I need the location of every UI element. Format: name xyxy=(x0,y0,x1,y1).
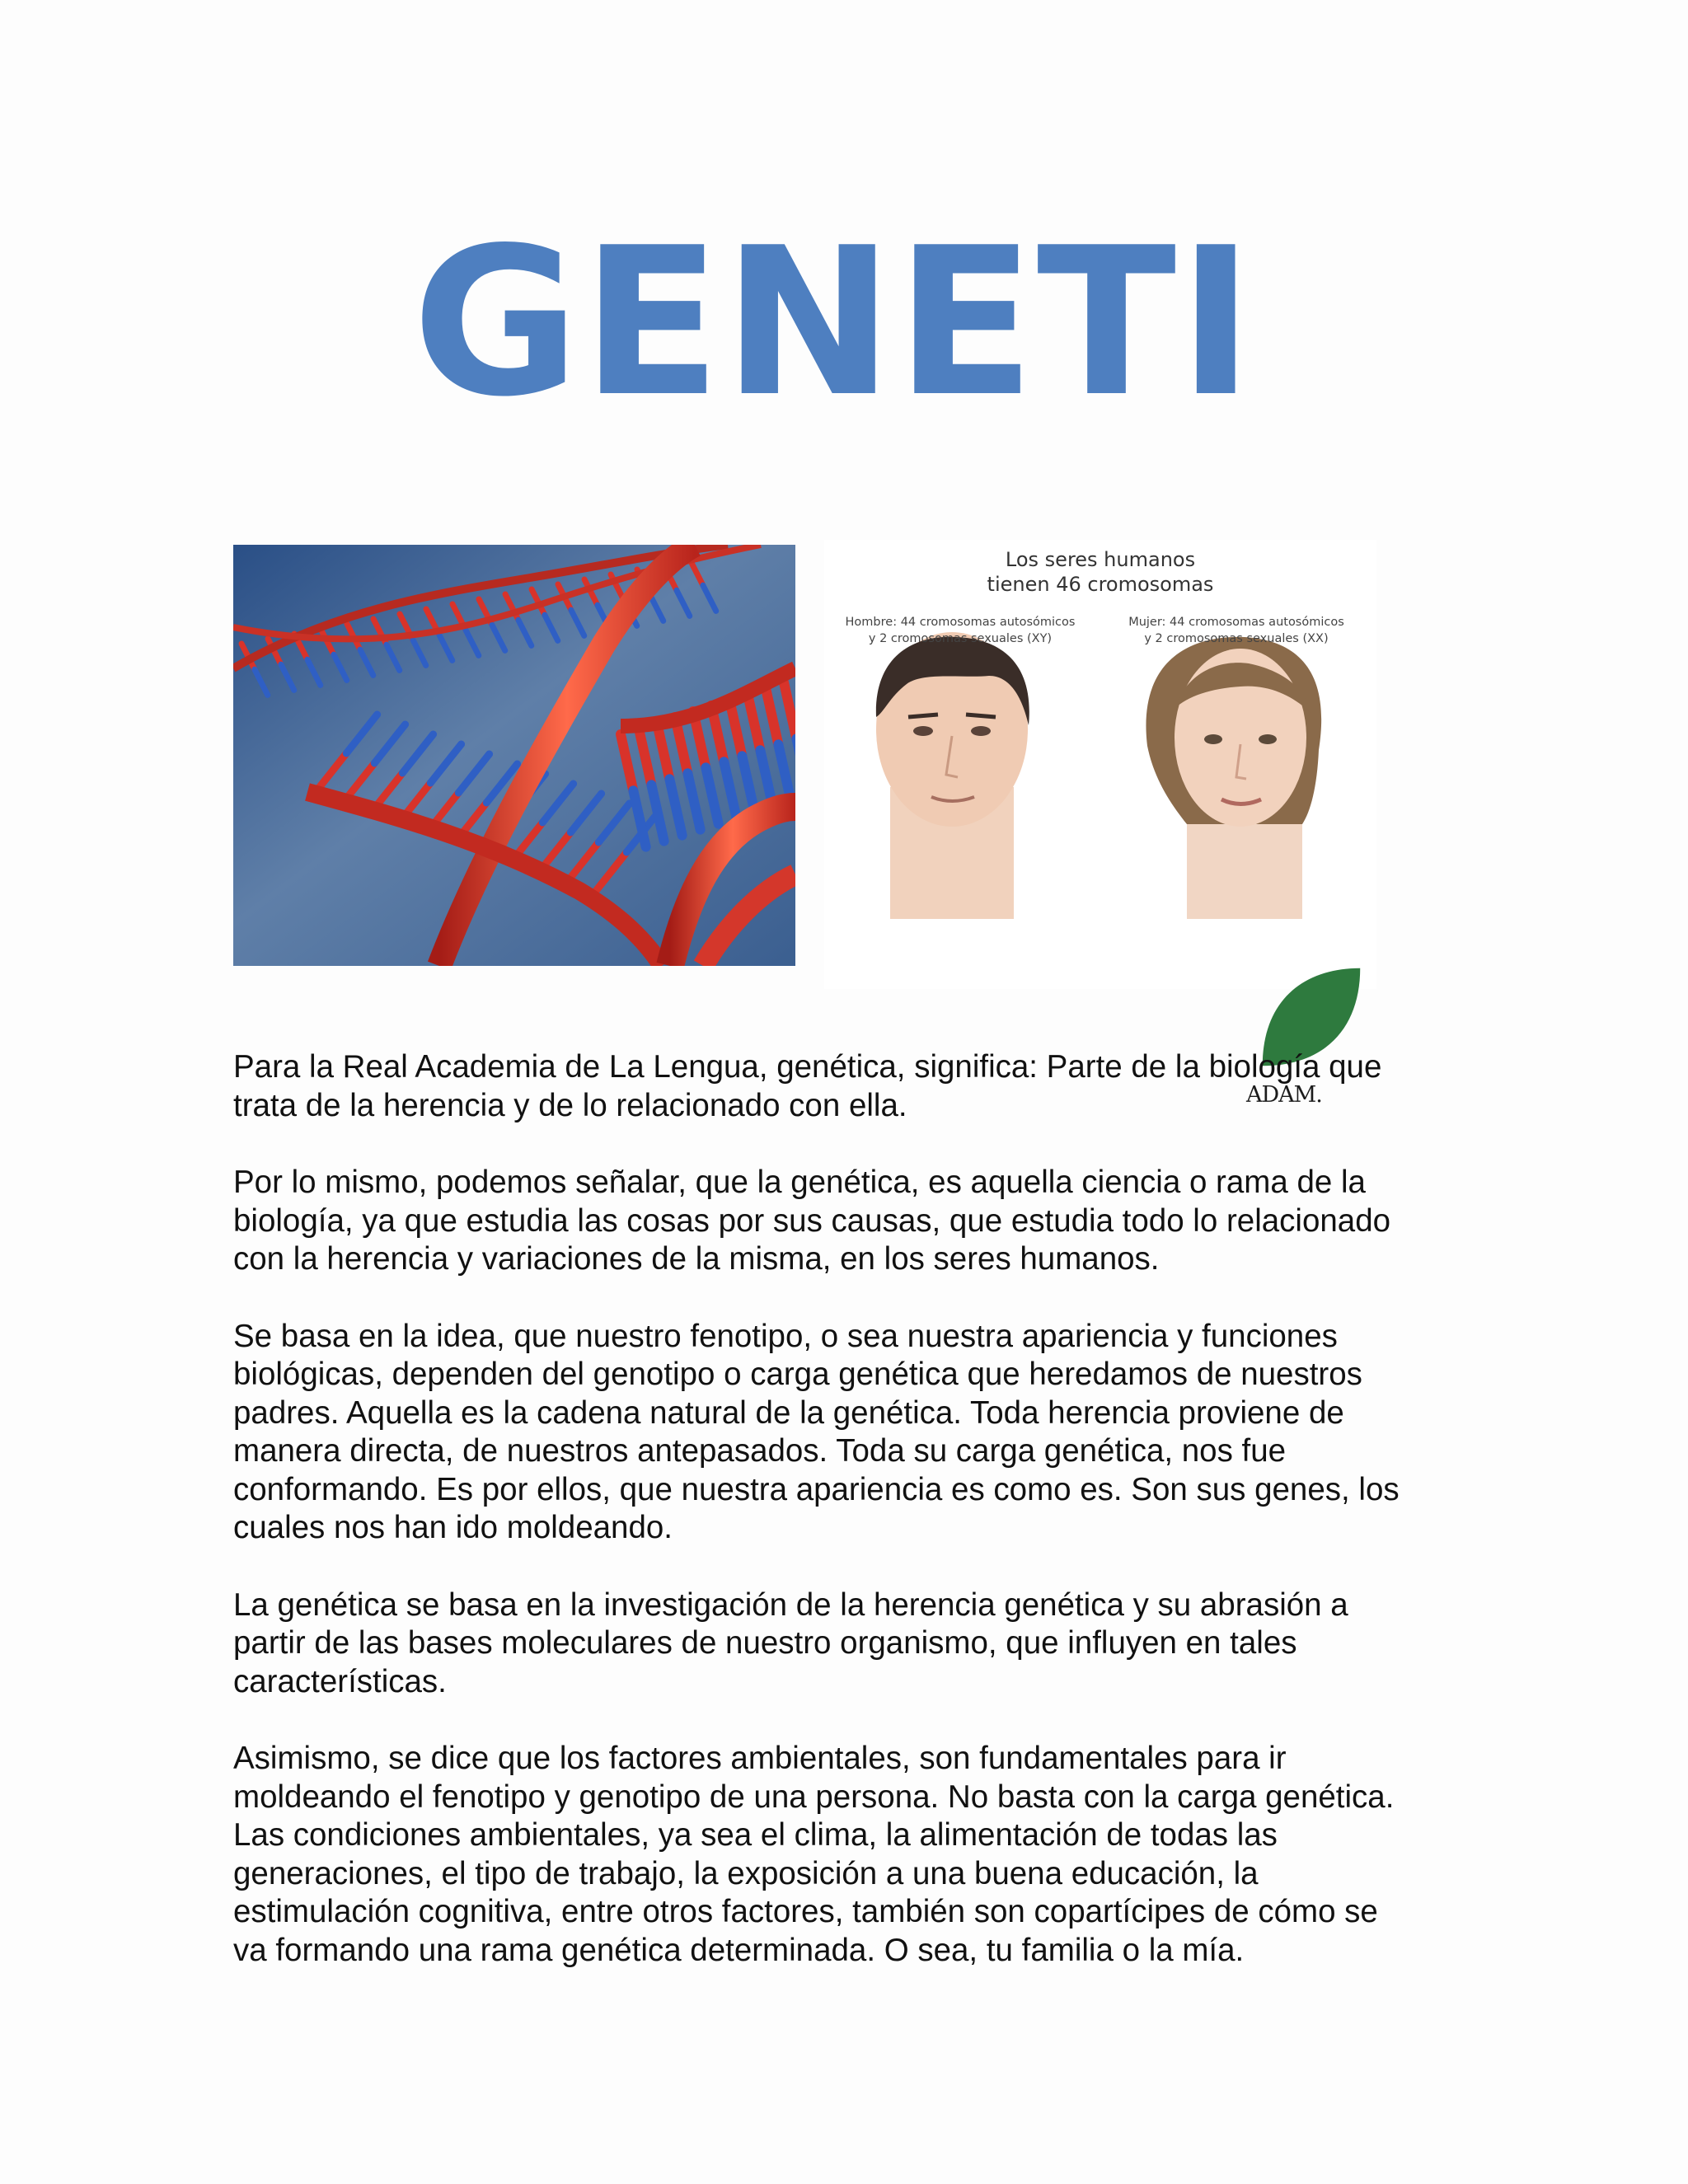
male-caption-line1: Hombre: 44 cromosomas autosómicos xyxy=(845,616,1076,629)
paragraph: La genética se basa en la investigación de la herencia genética y su abrasión a partir de las bases moleculares de nuestro organismo, que influyen en tales características. xyxy=(233,1586,1348,1699)
dna-double-helix-icon xyxy=(233,545,795,966)
document-title: GENETI xyxy=(412,204,1256,442)
body-text xyxy=(233,1048,1486,2008)
figure-heading-line2: tienen 46 cromosomas xyxy=(987,573,1214,596)
female-face-icon xyxy=(1146,637,1321,919)
female-caption-line1: Mujer: 44 cromosomas autosómicos xyxy=(1128,616,1344,629)
figure-heading-line1: Los seres humanos xyxy=(1005,548,1196,571)
paragraph: Para la Real Academia de La Lengua, genética, significa: Parte de la biología que trata de la herencia y de lo relacionado con ella. xyxy=(233,1049,1382,1123)
dna-helix-image xyxy=(233,545,795,966)
paragraph: Se basa en la idea, que nuestro fenotipo, o sea nuestra apariencia y funciones biológicas, dependen del genotipo o carga genética que heredamos de nuestros padres. Aquella es la cadena natural de la genética. Toda herencia proviene de manera directa, de nuestros antepasados. Toda su carga genética, nos fue conformando. Es por ellos, que nuestra apariencia es como es. Son sus genes, los cuales nos han ido moldeando. xyxy=(233,1318,1400,1545)
adam-logo-text: ADAM. xyxy=(1246,1082,1322,1108)
human-faces-illustration xyxy=(824,540,1376,989)
female-caption-line2: y 2 cromosomas sexuales (XX) xyxy=(1144,632,1329,645)
chromosome-figure xyxy=(824,540,1376,1108)
male-caption-line2: y 2 cromosomas sexuales (XY) xyxy=(868,632,1053,645)
paragraph: Asimismo, se dice que los factores ambientales, son fundamentales para ir moldeando el fenotipo y genotipo de una persona. No basta con la carga genética. Las condiciones ambientales, ya sea el clima, la alimentación de todas las generaciones, el tipo de trabajo, la exposición a una buena educación, la estimulación cognitiva, entre otros factores, también son copartícipes de cómo se va formando una rama genética determinada. O sea, tu familia o la mía. xyxy=(233,1741,1395,1968)
male-face-icon xyxy=(876,632,1029,919)
paragraph: Por lo mismo, podemos señalar, que la genética, es aquella ciencia o rama de la biología, ya que estudia las cosas por sus causas, que estudia todo lo relacionado con la herencia y variaciones de la misma, en los seres humanos. xyxy=(233,1165,1391,1277)
